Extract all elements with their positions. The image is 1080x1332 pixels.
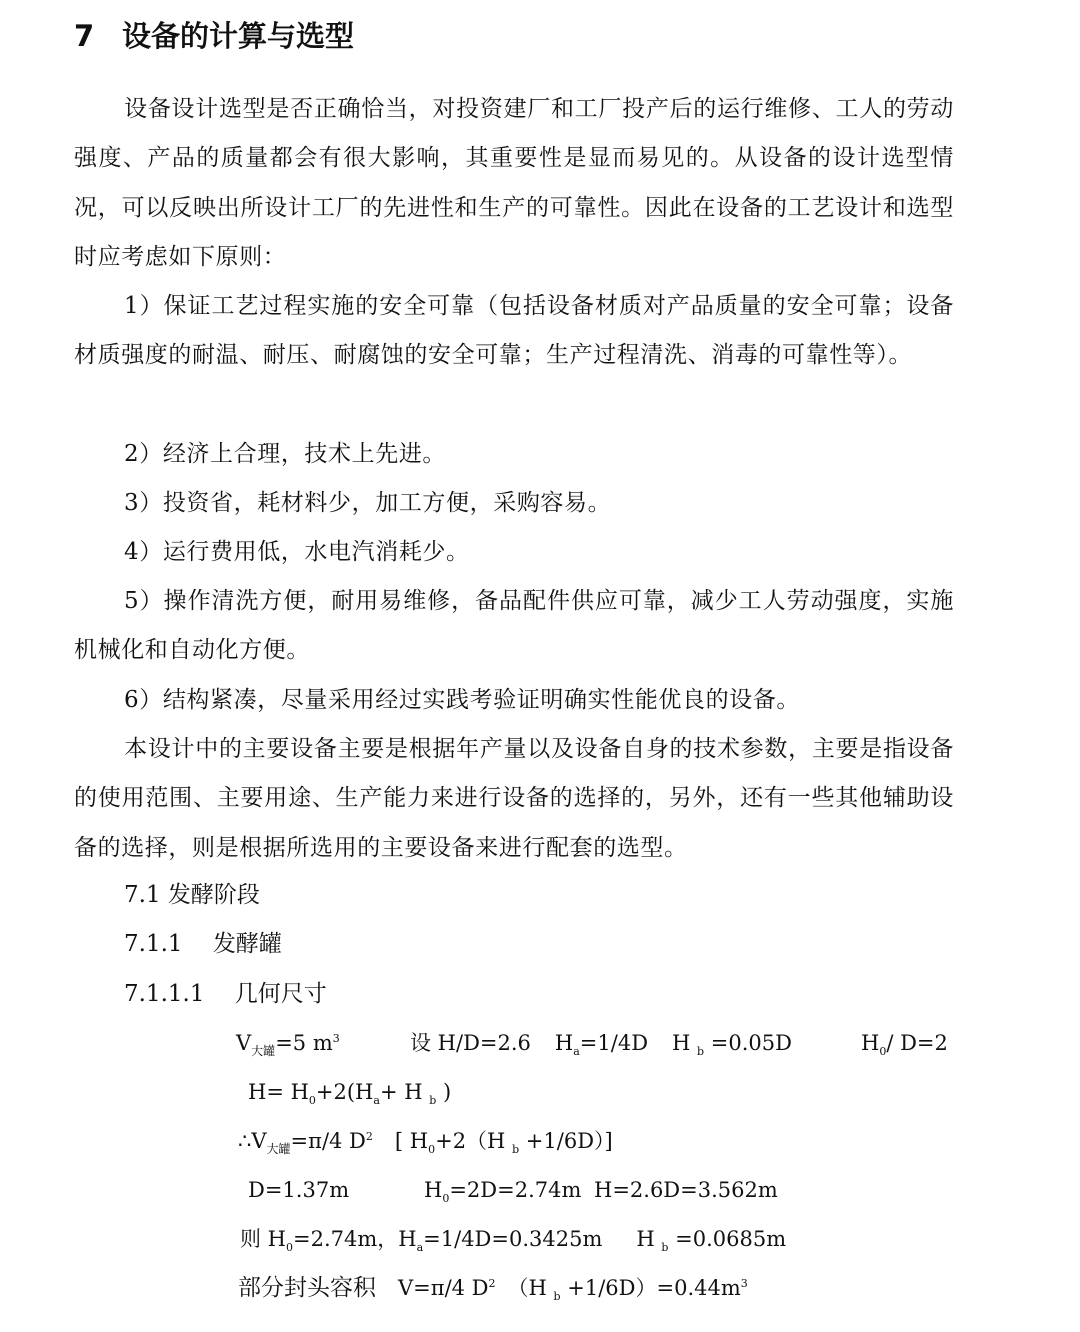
intro-paragraph [74, 85, 954, 282]
f1-hb-sub: b [697, 1045, 705, 1059]
f1-ha-eq: =1/4D [579, 1031, 649, 1055]
f1-v-sup: 3 [332, 1032, 340, 1045]
f3-d-sub: b [512, 1143, 520, 1157]
f1-hb: H [672, 1031, 691, 1055]
f6-c: +1/6D）=0.44m [567, 1276, 741, 1300]
formula-h0-ratio [861, 1028, 948, 1058]
main-text: 本设计中的主要设备主要是根据年产量以及设备自身的技术参数，主要是指设备的使用范围、主要用途、生产能力来进行设备的选择的，另外，还有一些其他辅助设备的选择，则是根据所选用的主要设备来进行配套的选型。 [74, 736, 954, 861]
f2-a-sub: 0 [308, 1094, 316, 1108]
section-7-1-1: 7.1.1 发酵罐 [124, 931, 282, 957]
f3-c: [ H [394, 1129, 429, 1153]
intro-text: 设备设计选型是否正确恰当，对投资建厂和工厂投产后的运行维修、工人的劳动强度、产品的质量都会有很大影响，其重要性是显而易见的。从设备的设计选型情况，可以反映出所设计工厂的先进性和生产的可靠性。因此在设备的工艺设计和选型时应考虑如下原则： [74, 96, 954, 270]
f2-b-sub: a [373, 1094, 380, 1108]
f6-a-sup: 2 [488, 1277, 496, 1290]
principle-4 [74, 528, 954, 577]
formula-h0-value [424, 1175, 581, 1205]
f2-c: + H [379, 1080, 423, 1104]
formula-ratios [410, 1028, 792, 1058]
f1-v-eq: =5 m [275, 1031, 333, 1055]
f6-c-sup: 3 [740, 1277, 748, 1290]
f5-c: =1/4D=0.3425m [423, 1227, 603, 1251]
principle-1 [74, 282, 954, 381]
f1-hb-eq: =0.05D [710, 1031, 792, 1055]
principle-5-text: 5）操作清洗方便，耐用易维修，备品配件供应可靠，减少工人劳动强度，实施机械化和自动化方便。 [74, 588, 954, 664]
formula-volume [236, 1028, 340, 1058]
f5-e: =0.0685m [675, 1227, 787, 1251]
section-7-1-1-1: 7.1.1.1 几何尺寸 [124, 981, 327, 1007]
f3-d: +2（H [435, 1129, 506, 1153]
formula-h-value [594, 1175, 778, 1205]
f4-h0: H [424, 1178, 443, 1202]
f3-b-sup: 2 [365, 1130, 373, 1143]
formula-results [240, 1224, 786, 1254]
f1-hd: 设 H/D=2.6 [410, 1031, 531, 1055]
principle-3 [74, 479, 954, 528]
principle-6 [74, 676, 954, 725]
f3-b: =π/4 D [290, 1129, 366, 1153]
principle-2 [74, 430, 954, 479]
f1-h0-eq: / D=2 [886, 1031, 948, 1055]
f4-d: D=1.37m [248, 1178, 350, 1202]
f5-a: 则 H [240, 1227, 286, 1251]
section-7-1: 7.1 发酵阶段 [124, 882, 260, 908]
principle-1-text: 1）保证工艺过程实施的安全可靠（包括设备材质对产品质量的安全可靠；设备材质强度的耐温、耐压、耐腐蚀的安全可靠；生产过程清洗、消毒的可靠性等）。 [74, 293, 954, 369]
principle-4-text: 4）运行费用低，水电汽消耗少。 [124, 539, 470, 565]
f3-a-sub: 大罐 [266, 1142, 291, 1157]
f2-c-sub: b [429, 1094, 437, 1108]
f5-d: H [636, 1227, 655, 1251]
f1-ha: H [554, 1031, 574, 1055]
f1-h0-sub: 0 [879, 1045, 887, 1059]
formula-height [248, 1077, 451, 1107]
main-paragraph [74, 725, 954, 873]
f4-h: H=2.6D=3.562m [594, 1178, 778, 1202]
f5-a-sub: 0 [286, 1241, 293, 1255]
principle-6-text: 6）结构紧凑，尽量采用经过实践考验证明确实性能优良的设备。 [124, 687, 801, 713]
f2-b: +2(H [315, 1080, 374, 1104]
f5-d-sub: b [661, 1241, 669, 1255]
principle-5 [74, 577, 954, 676]
f2-a: H= H [248, 1080, 309, 1104]
f1-ha-sub: a [573, 1045, 580, 1059]
formula-diameter [248, 1175, 349, 1205]
f1-v: V [236, 1031, 252, 1055]
f1-h0: H [861, 1031, 880, 1055]
f1-v-sub: 大罐 [251, 1044, 276, 1059]
f5-b-sub: a [416, 1241, 424, 1255]
f3-a: ∴V [238, 1129, 267, 1153]
f6-label: 部分封头容积 [238, 1275, 376, 1301]
f4-h0-eq: =2D=2.74m [449, 1178, 582, 1202]
principle-2-text: 2）经济上合理，技术上先进。 [124, 441, 447, 467]
f6-b-sub: b [553, 1290, 561, 1304]
f3-e: +1/6D）] [525, 1129, 613, 1153]
f4-h0-sub: 0 [442, 1192, 450, 1206]
f3-c-sub: 0 [428, 1143, 436, 1157]
f6-b: （H [507, 1276, 547, 1300]
f6-a: V=π/4 D [398, 1276, 489, 1300]
principle-3-text: 3）投资省，耗材料少，加工方便，采购容易。 [124, 490, 612, 516]
chapter-number: 7 [74, 19, 95, 53]
f5-b: =2.74m，H [293, 1227, 417, 1251]
formula-head-volume [238, 1273, 748, 1303]
formula-volume-expansion [238, 1126, 613, 1156]
f2-d: ) [442, 1080, 452, 1104]
chapter-title: 设备的计算与选型 [122, 19, 355, 53]
chapter-heading [74, 14, 354, 58]
